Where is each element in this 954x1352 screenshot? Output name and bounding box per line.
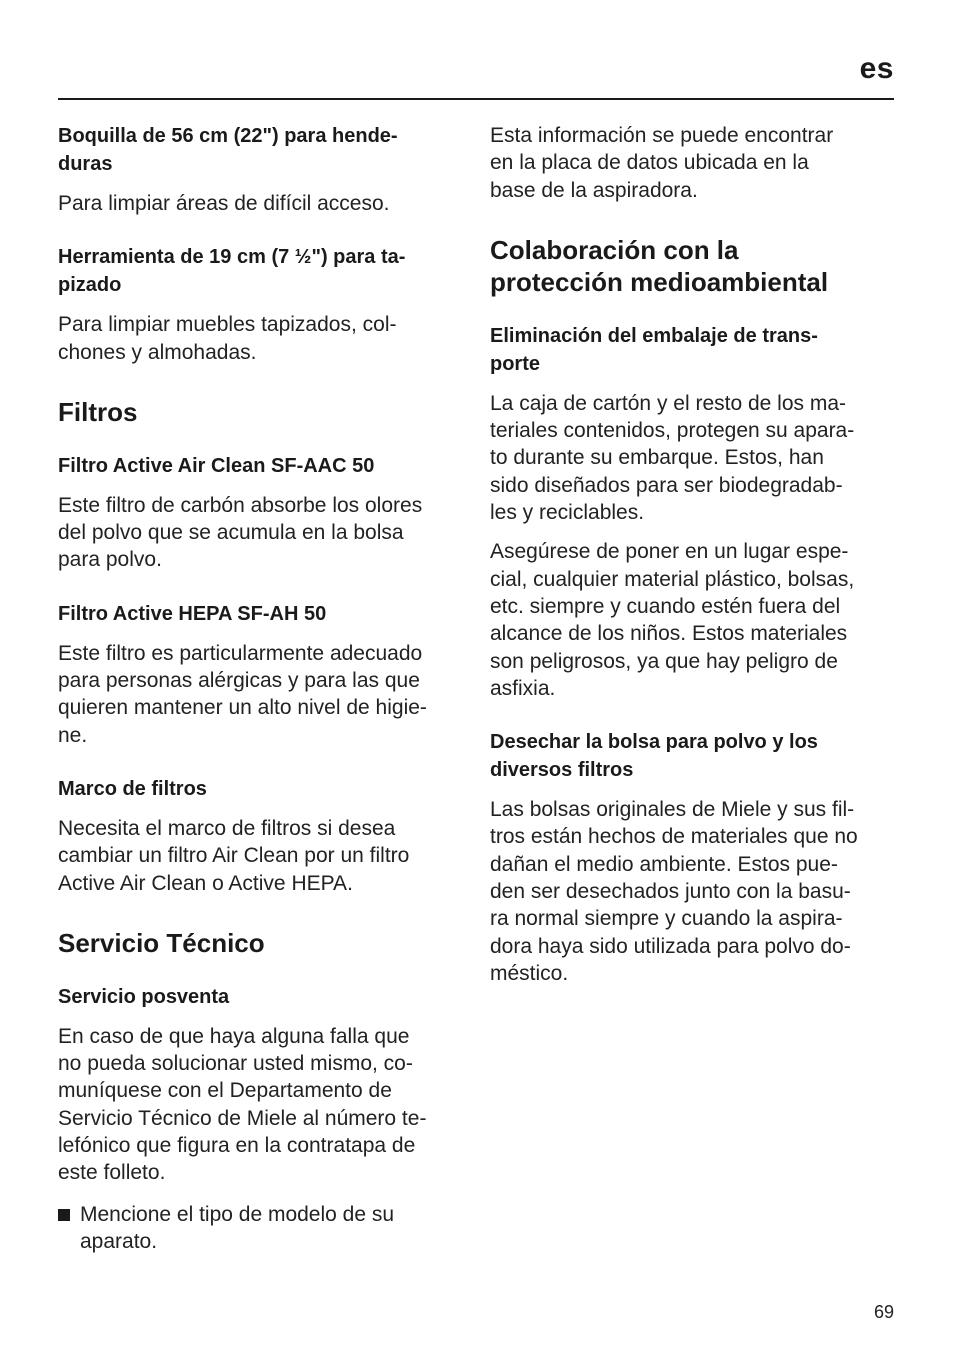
- posventa-text: En caso de que haya alguna falla que no pueda solucionar usted mismo, co- muníquese con el Departamento de Servicio Técnico de Miele al número te- lefónico que figura en la contratapa de este folleto.: [58, 1024, 427, 1185]
- embalaje-title: Eliminación del embalaje de trans- porte: [490, 324, 818, 375]
- embalaje-text-1: La caja de cartón y el resto de los ma- teriales contenidos, protegen su apara- to durante su embarque. Estos, han sido diseñados para ser biodegradab- les y reciclables.: [490, 391, 855, 525]
- aac-title: Filtro Active Air Clean SF-AAC 50: [58, 454, 375, 477]
- posventa-title: Servicio posventa: [58, 985, 230, 1008]
- desechar-text: Las bolsas originales de Miele y sus fil- tros están hechos de materiales que no dañan el medio ambiente. Estos pue- den ser desechados junto con la basu- ra normal siempre y cuando la aspira- dora haya sido utilizada para polvo do- méstico.: [490, 798, 858, 985]
- boquilla-text: Para limpiar áreas de difícil acceso.: [58, 192, 390, 215]
- hepa-title: Filtro Active HEPA SF-AH 50: [58, 602, 327, 625]
- marco-title: Marco de filtros: [58, 777, 207, 800]
- aac-text: Este filtro de carbón absorbe los olores del polvo que se acumula en la bolsa para polvo.: [58, 493, 423, 572]
- herramienta-title: Herramienta de 19 cm (7 ½") para ta- pizado: [58, 246, 406, 297]
- page-number: 69: [873, 1302, 894, 1322]
- desechar-title: Desechar la bolsa para polvo y los diversos filtros: [490, 731, 818, 782]
- square-bullet-icon: [58, 1209, 70, 1221]
- colab-heading: Colaboración con la protección medioambiental: [490, 234, 829, 297]
- header-rule: [58, 98, 894, 100]
- herramienta-text: Para limpiar muebles tapizados, col- chones y almohadas.: [58, 313, 397, 364]
- marco-text: Necesita el marco de filtros si desea cambiar un filtro Air Clean por un filtro Active Air Clean o Active HEPA.: [58, 816, 410, 895]
- hepa-text: Este filtro es particularmente adecuado para personas alérgicas y para las que quieren mantener un alto nivel de higie- ne.: [58, 641, 427, 747]
- bullet-text: Mencione el tipo de modelo de su aparato.: [80, 1202, 395, 1253]
- servicio-heading: Servicio Técnico: [58, 927, 265, 958]
- left-column: [58, 122, 468, 1255]
- boquilla-title: Boquilla de 56 cm (22") para hende- duras: [58, 125, 398, 175]
- filtros-heading: Filtros: [58, 396, 138, 427]
- language-code: es: [859, 52, 894, 85]
- right-column: [490, 122, 896, 987]
- info-text: Esta información se puede encontrar en la placa de datos ubicada en la base de la aspiradora.: [490, 124, 834, 202]
- embalaje-text-2: Asegúrese de poner en un lugar espe- cial, cualquier material plástico, bolsas, etc. siempre y cuando estén fuera del alcance de los niños. Estos materiales son peligrosos, ya que hay peligro de asfixia.: [490, 540, 855, 700]
- bullet-item: [58, 1201, 468, 1256]
